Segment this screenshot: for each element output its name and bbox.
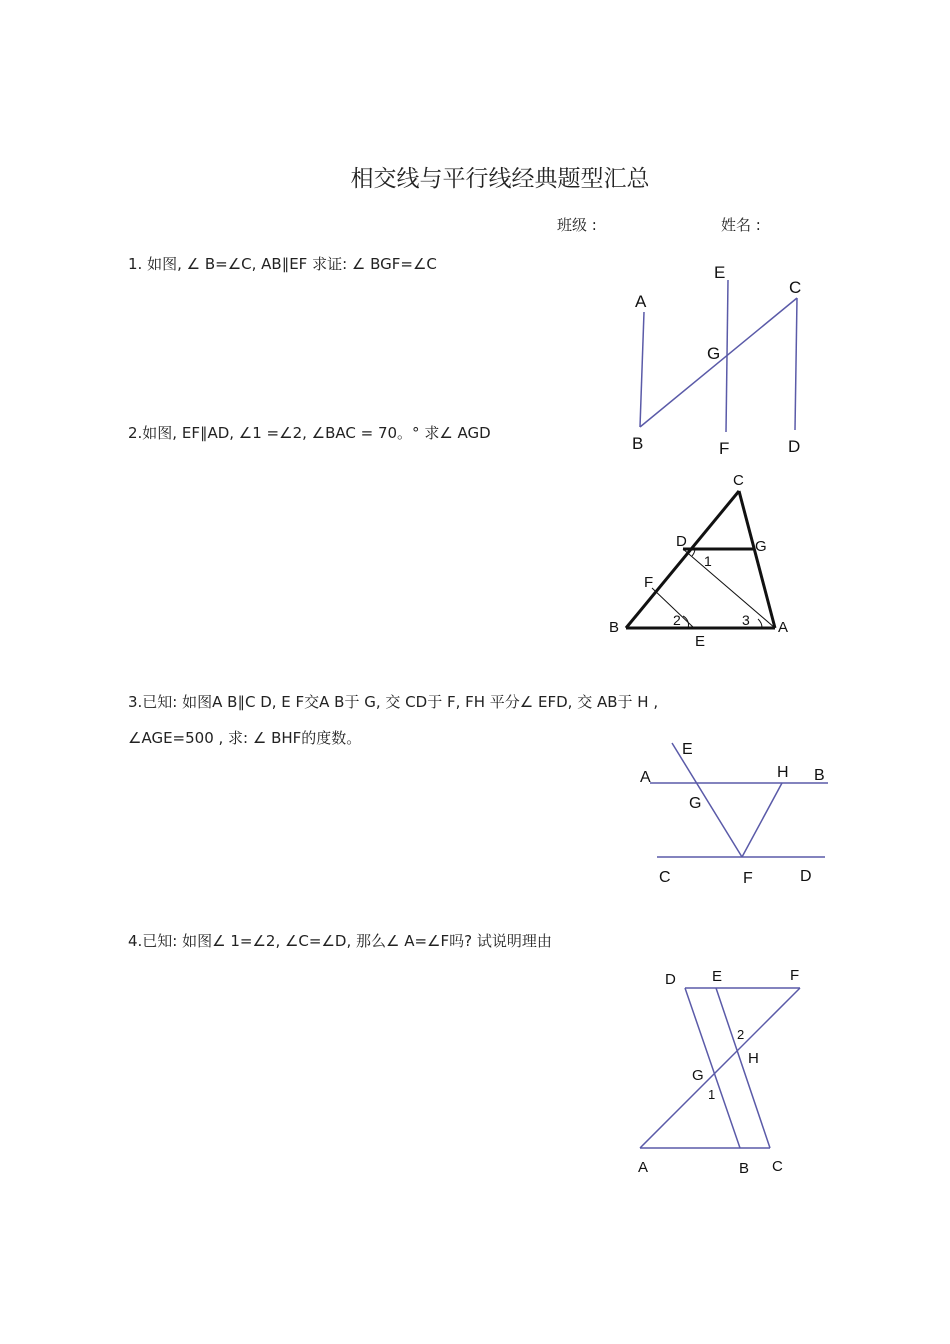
figure-3 xyxy=(630,735,835,890)
label-g: G xyxy=(692,1067,704,1084)
segment-fh xyxy=(742,783,782,857)
side-ca xyxy=(739,491,775,628)
label-e: E xyxy=(695,633,706,650)
segment-da xyxy=(683,549,775,628)
question-2: 2.如图, EF∥AD, ∠1 =∠2, ∠BAC = 70。° 求∠ AGD xyxy=(128,424,491,442)
label-3: 3 xyxy=(742,612,750,628)
label-c: C xyxy=(733,472,744,489)
label-f: F xyxy=(719,439,730,458)
label-f: F xyxy=(644,574,654,591)
label-f: F xyxy=(790,967,800,984)
label-g: G xyxy=(755,538,767,555)
label-a: A xyxy=(778,619,789,636)
label-h: H xyxy=(748,1050,759,1067)
label-a: A xyxy=(638,1159,649,1176)
side-bc xyxy=(626,491,739,628)
label-e: E xyxy=(712,968,723,985)
label-a: A xyxy=(635,292,647,311)
segment-ef xyxy=(726,280,728,432)
label-b: B xyxy=(609,619,620,636)
segment-ab xyxy=(640,312,644,427)
label-b: B xyxy=(814,767,825,784)
segment-af xyxy=(640,988,800,1148)
figure-2 xyxy=(600,470,800,655)
label-1: 1 xyxy=(704,553,712,569)
label-d: D xyxy=(788,437,801,456)
label-2: 2 xyxy=(737,1027,745,1042)
label-e: E xyxy=(714,263,726,282)
label-f: F xyxy=(743,870,753,887)
question-3-line-1: 3.已知: 如图A B∥C D, E F交A B于 G, 交 CD于 F, FH 平分∠ EFD, 交 AB于 H , xyxy=(128,693,659,711)
label-b: B xyxy=(632,434,644,453)
label-b: B xyxy=(739,1160,750,1177)
label-c: C xyxy=(789,278,802,297)
segment-ec xyxy=(716,988,770,1148)
question-3-line-2: ∠AGE=500 , 求: ∠ BHF的度数。 xyxy=(128,729,362,747)
label-d: D xyxy=(800,868,812,885)
page-title: 相交线与平行线经典题型汇总 xyxy=(350,166,650,192)
label-2: 2 xyxy=(673,612,681,628)
label-a: A xyxy=(640,769,651,786)
question-4: 4.已知: 如图∠ 1=∠2, ∠C=∠D, 那么∠ A=∠F吗? 试说明理由 xyxy=(128,932,552,950)
label-c: C xyxy=(772,1158,783,1175)
label-g: G xyxy=(707,344,721,363)
class-label: 班级 : xyxy=(557,216,597,234)
label-d: D xyxy=(676,533,687,550)
segment-cd xyxy=(795,298,797,430)
line-ef xyxy=(672,743,742,857)
label-1: 1 xyxy=(708,1087,716,1102)
label-c: C xyxy=(659,869,671,886)
name-label: 姓名 : xyxy=(721,216,761,234)
label-h: H xyxy=(777,764,789,781)
label-d: D xyxy=(665,971,676,988)
figure-4 xyxy=(630,960,820,1185)
label-e: E xyxy=(682,741,693,758)
label-g: G xyxy=(689,795,702,812)
question-1: 1. 如图, ∠ B=∠C, AB∥EF 求证: ∠ BGF=∠C xyxy=(128,255,437,273)
figure-1 xyxy=(600,255,830,465)
